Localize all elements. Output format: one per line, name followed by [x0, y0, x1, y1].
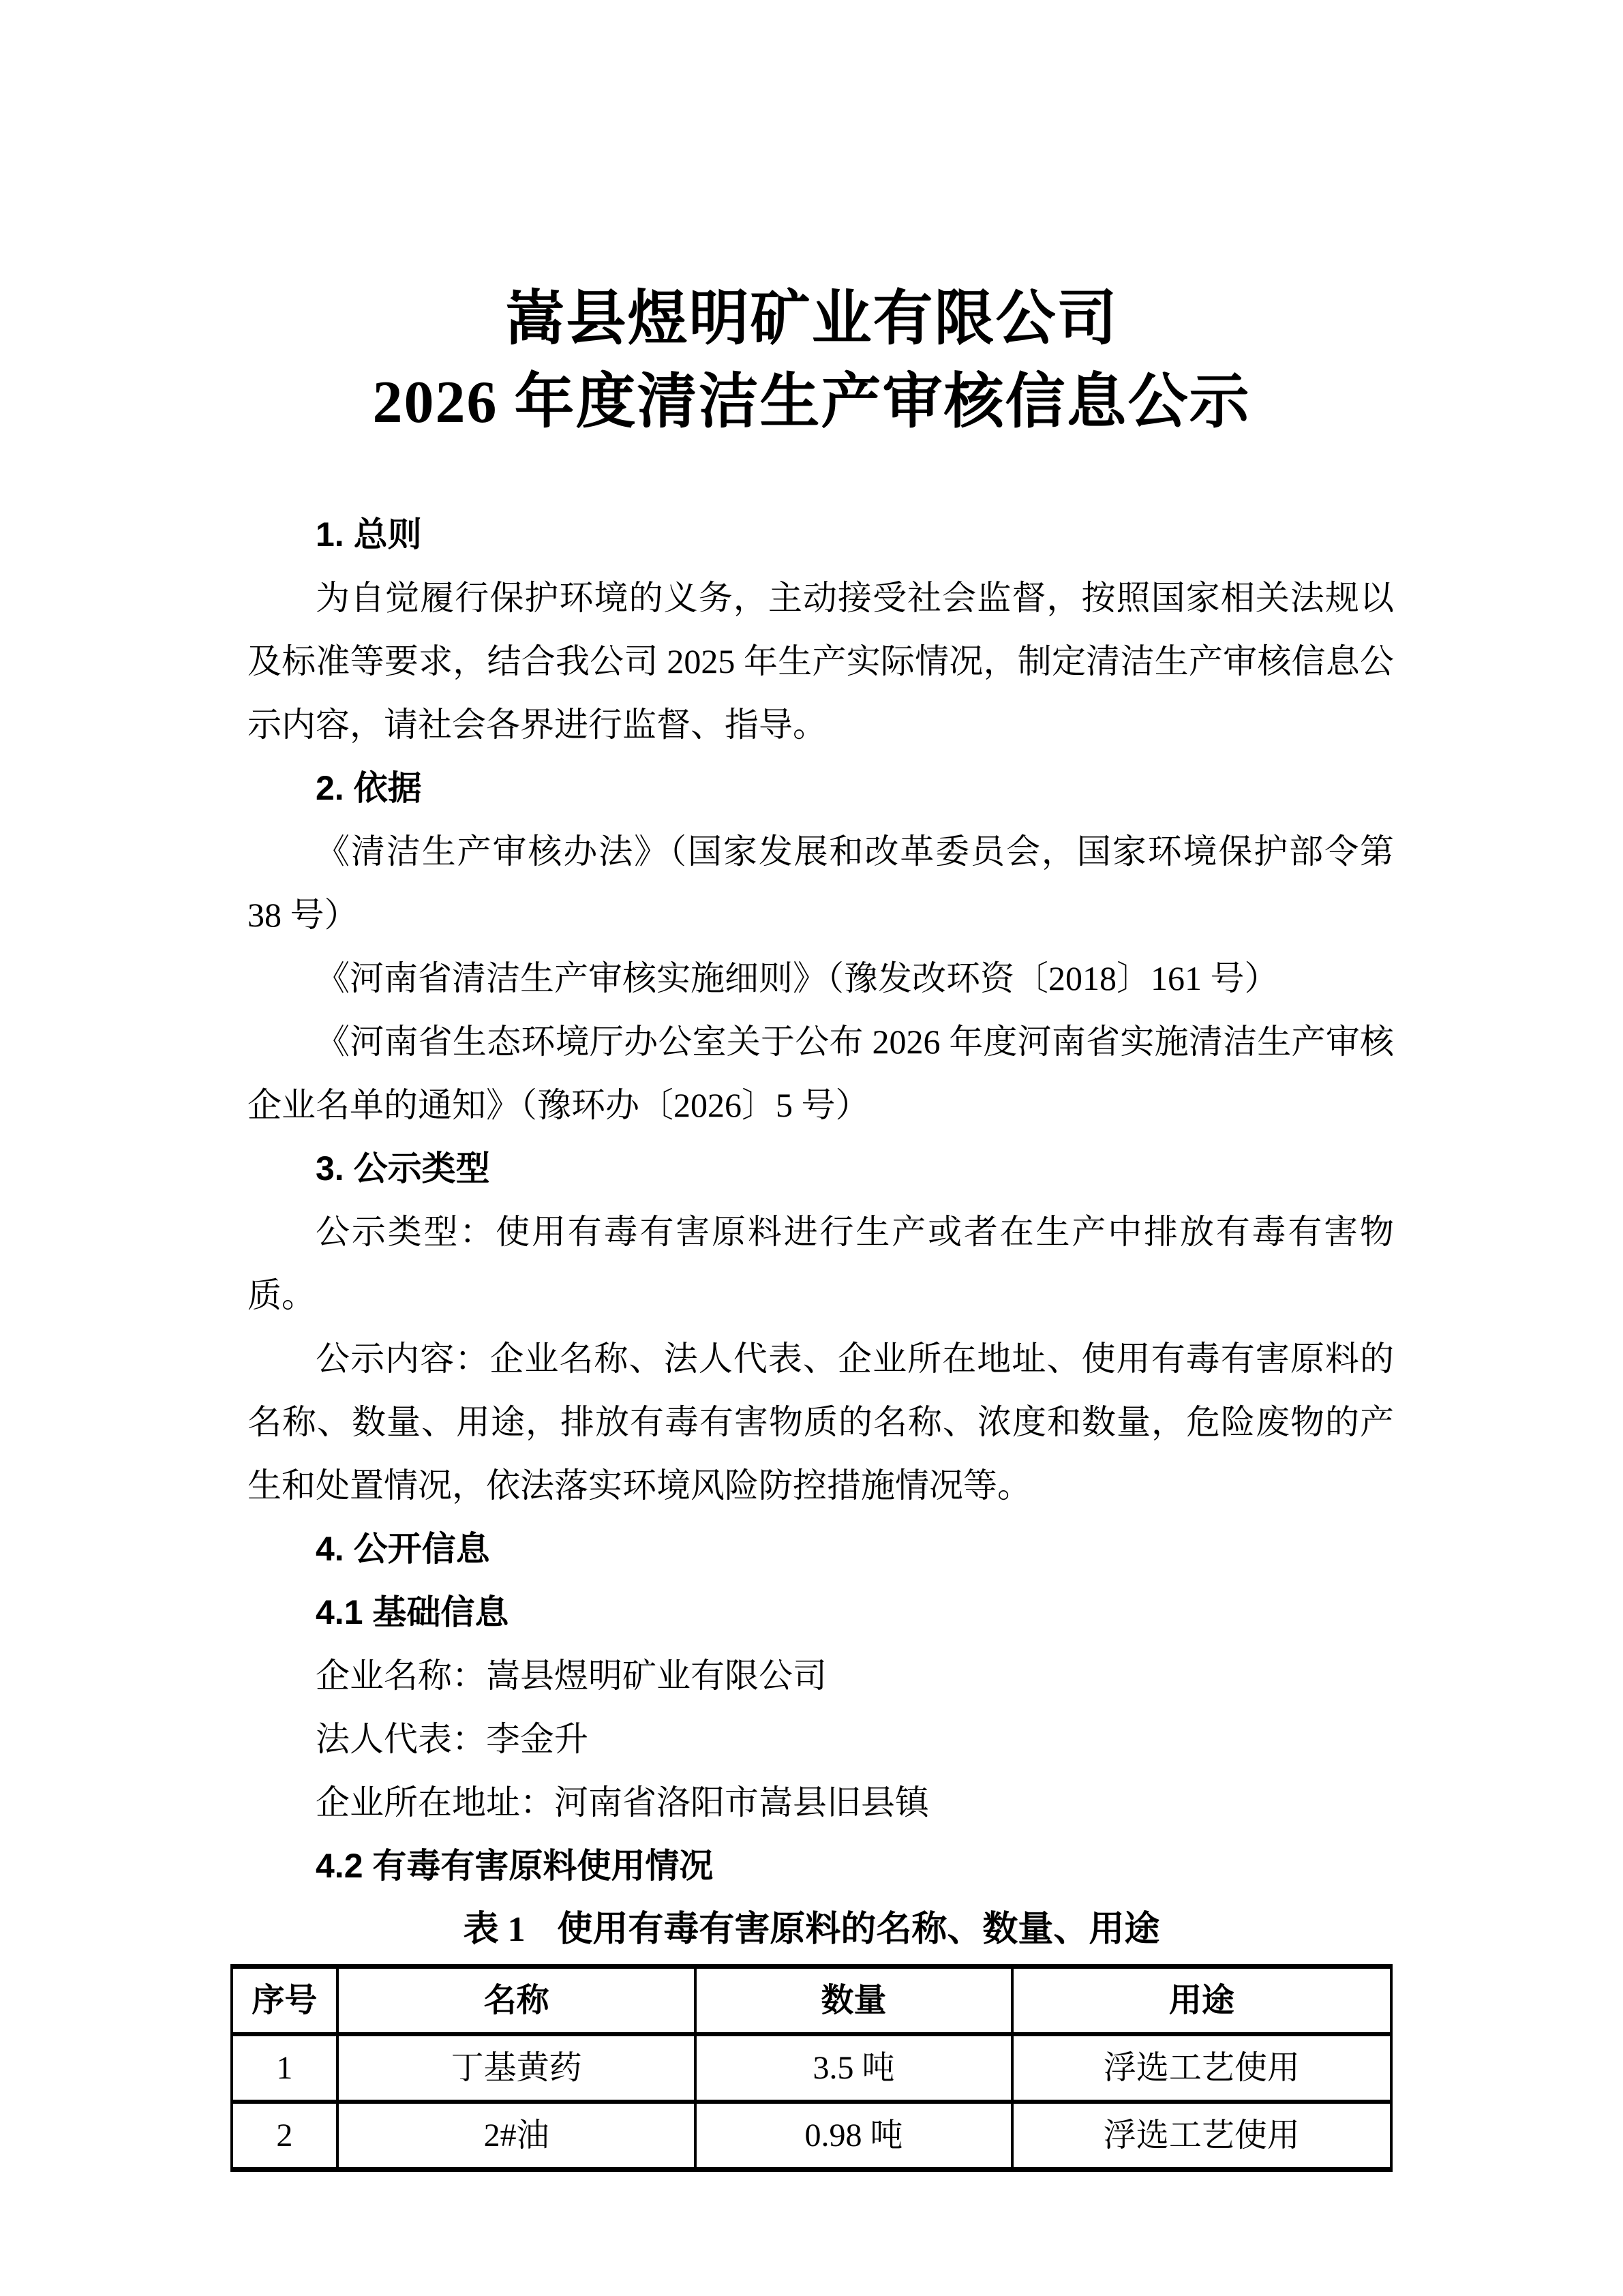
section-heading-1: 1. 总则 [316, 515, 422, 554]
table-cell-index: 2 [232, 2102, 337, 2170]
paragraph-basis-citation-1: 《清洁生产审核办法》（国家发展和改革委员会，国家环境保护部令第 38 号） [247, 832, 1394, 934]
paragraph-company-name: 企业名称：嵩县煜明矿业有限公司 [316, 1657, 827, 1695]
toxic-materials-table [230, 1964, 1393, 2172]
paragraph-legal-representative: 法人代表：李金升 [316, 1720, 588, 1758]
paragraph-company-address: 企业所在地址：河南省洛阳市嵩县旧县镇 [316, 1783, 929, 1822]
document-body [247, 503, 1394, 2172]
table-cell-quantity: 3.5 吨 [695, 2034, 1012, 2102]
table-caption-label: 表 1 [463, 1910, 526, 1949]
table-cell-quantity: 0.98 吨 [695, 2102, 1012, 2170]
paragraph-publicity-content: 公示内容：企业名称、法人代表、企业所在地址、使用有毒有害原料的名称、数量、用途，排放有毒有害物质的名称、浓度和数量，危险废物的产生和处置情况，依法落实环境风险防控措施情况等。 [247, 1340, 1394, 1505]
section-heading-4-2: 4.2 有毒有害原料使用情况 [316, 1847, 714, 1885]
table-caption [230, 1898, 1393, 1961]
table-header-quantity: 数量 [695, 1967, 1012, 2035]
paragraph-basis-citation-2: 《河南省清洁生产审核实施细则》（豫发改环资〔2018〕161 号） [316, 959, 1279, 997]
table-cell-index: 1 [232, 2034, 337, 2102]
paragraph-basis-citation-3: 《河南省生态环境厅办公室关于公布 2026 年度河南省实施清洁生产审核企业名单的通知》（豫环办〔2026〕5 号） [247, 1023, 1394, 1124]
document-title-line2: 2026 年度清洁生产审核信息公示 [372, 369, 1251, 436]
table-cell-usage: 浮选工艺使用 [1012, 2034, 1391, 2102]
table-caption-title: 使用有毒有害原料的名称、数量、用途 [557, 1910, 1160, 1949]
table-row [232, 2102, 1391, 2170]
document-title-line1: 嵩县煜明矿业有限公司 [504, 286, 1119, 352]
table-row [232, 2034, 1391, 2102]
document-title [0, 278, 1623, 444]
paragraph-publicity-type: 公示类型：使用有毒有害原料进行生产或者在生产中排放有毒有害物质。 [247, 1213, 1394, 1314]
table-header-row [232, 1967, 1391, 2035]
table-cell-name: 2#油 [337, 2102, 696, 2170]
table-header-name: 名称 [337, 1967, 696, 2035]
section-heading-3: 3. 公示类型 [316, 1149, 490, 1188]
section-heading-4: 4. 公开信息 [316, 1530, 490, 1568]
table-cell-name: 丁基黄药 [337, 2034, 696, 2102]
table-header-usage: 用途 [1012, 1967, 1391, 2035]
section-heading-2: 2. 依据 [316, 769, 422, 807]
section-heading-4-1: 4.1 基础信息 [316, 1593, 509, 1631]
table-cell-usage: 浮选工艺使用 [1012, 2102, 1391, 2170]
table-header-index: 序号 [232, 1967, 337, 2035]
paragraph-general-principles: 为自觉履行保护环境的义务，主动接受社会监督，按照国家相关法规以及标准等要求，结合我公司 2025 年生产实际情况，制定清洁生产审核信息公示内容，请社会各界进行监督、指导。 [247, 579, 1394, 744]
